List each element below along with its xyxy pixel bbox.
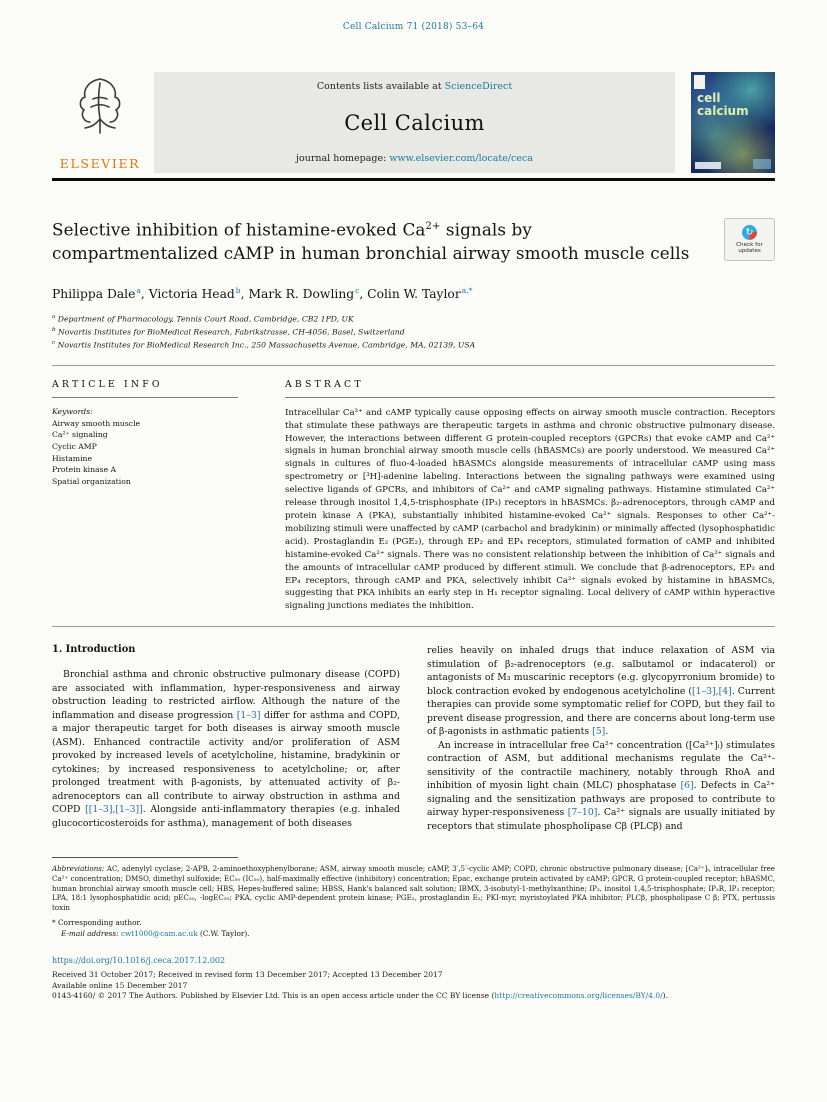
article-title-post: signals by compartmentalized cAMP in human bronchial airway smooth muscle cells — [52, 219, 690, 264]
copyright-close: ). — [662, 991, 668, 1000]
check-for-updates-badge[interactable] — [724, 218, 775, 261]
cover-elsevier-chip — [694, 75, 705, 89]
left-column — [52, 644, 400, 833]
elsevier-wordmark: ELSEVIER — [59, 156, 141, 171]
available-online: Available online 15 December 2017 — [52, 980, 188, 990]
keyword-item: Spatial organization — [52, 476, 131, 486]
info-abstract-section — [52, 366, 775, 614]
article-title-pre: Selective inhibition of histamine-evoked Ca — [52, 219, 426, 240]
elsevier-tree-icon — [71, 73, 129, 137]
abstract-heading: ABSTRACT — [285, 379, 775, 398]
crossmark-icon — [742, 225, 757, 240]
author: Philippa Dale$^a$ — [52, 285, 141, 301]
page-footer — [52, 956, 775, 1002]
author-superscript[interactable]: b — [235, 285, 241, 295]
affiliation-list — [52, 312, 775, 352]
intro-paragraph: relies heavily on inhaled drugs that induce relaxation of ASM via stimulation of β₂-adrenoceptors (e.g. salbutamol or indacaterol) or antagonists of M₃ muscarinic receptors (e.g. glycopyrronium bromide) to block contraction evoked by endogenous acetylcholine ([1–3],[4]. Current therapies can provide some symptomatic relief for COPD, but they fail to prevent disease progression, and there are concerns about long-term use of β-agonists in asthmatic patients [5]. — [427, 645, 775, 738]
author-superscript[interactable]: a,* — [461, 285, 473, 295]
intro-paragraph: Bronchial asthma and chronic obstructive pulmonary disease (COPD) are associated with inflammation, hyper-responsiveness and airway obstruction leading to restricted airflow. Although the nature of the inflammation and disease progression [1–3] differ for asthma and COPD, a major therapeutic target for both diseases is airway smooth muscle (ASM). Enhanced contractile activity and/or proliferation of ASM provoked by increased levels of acetylcholine, histamine, bradykinin or cytokines; by increased responsiveness to acetylcholine; or, after prolonged treatment with β-agonists, by attenuated activity of β₂-adrenoceptors can all contribute to airway obstruction in asthma and COPD [[1–3],[1–3]]. Alongside anti-inflammatory therapies (e.g. inhaled glucocorticosteroids for asthma), management of both diseases — [52, 669, 400, 829]
journal-title: Cell Calcium — [344, 110, 485, 135]
cover-title — [697, 92, 749, 118]
author: Colin W. Taylor$^{a,*}$ — [367, 285, 473, 301]
check-updates-label — [736, 242, 763, 255]
affiliation-line: $^c$ Novartis Institutes for BioMedical Research Inc., 250 Massachusetts Avenue, Cambridge, MA, 02139, USA — [52, 340, 476, 350]
introduction-section — [52, 644, 775, 833]
cover-footer-chip — [695, 162, 721, 169]
abbreviations-label: Abbreviations: — [52, 864, 105, 874]
contents-prefix: Contents lists available at — [316, 81, 442, 92]
affiliation-line: $^a$ Department of Pharmacology, Tennis Court Road, Cambridge, CB2 1PD, UK — [52, 313, 354, 324]
email-link[interactable]: cwt1000@cam.ac.uk — [120, 928, 198, 938]
elsevier-logo-block[interactable] — [52, 72, 148, 173]
journal-header — [52, 72, 775, 173]
author-separator: , — [359, 286, 368, 301]
article-info-section — [52, 366, 238, 614]
footnote-block — [52, 857, 775, 938]
contents-line — [317, 81, 512, 92]
keywords-label: Keywords: — [52, 406, 93, 416]
affiliation-line: $^b$ Novartis Institutes for BioMedical Research, Fabrikstrasse, CH-4056, Basel, Switzerland — [52, 327, 405, 337]
author-superscript[interactable]: a — [136, 285, 141, 295]
introduction-heading: 1. Introduction — [52, 644, 136, 656]
homepage-line — [296, 153, 533, 164]
homepage-prefix: journal homepage: — [296, 153, 387, 164]
copyright-text: 0143-4160/ © 2017 The Authors. Published by Elsevier Ltd. This is an open access article under the CC BY license ( — [52, 991, 495, 1000]
crossmark-arrow-glyph: ↻ — [745, 226, 754, 238]
license-link[interactable]: http://creativecommons.org/licenses/BY/4.0/ — [494, 991, 663, 1000]
keyword-item: Ca²⁺ signaling — [52, 430, 108, 440]
author: Victoria Head$^b$ — [148, 285, 241, 301]
author-separator: , — [240, 286, 249, 301]
keyword-item: Protein kinase A — [52, 465, 117, 475]
cover-title-line1: cell — [697, 91, 721, 105]
intro-paragraph: An increase in intracellular free Ca²⁺ concentration ([Ca²⁺]ᵢ) stimulates contraction of ASM, but additional mechanisms regulate the Ca²⁺-sensitivity of the contractile machinery, notably through RhoA and inhibition of myosin light chain (MLC) phosphatase [6]. Defects in Ca²⁺ signaling and the sensitization pathways are proposed to contribute to airway hyper-responsiveness [7–10]. Ca²⁺ signals are usually initiated by receptors that stimulate phospholipase Cβ (PLCβ) and — [427, 739, 776, 832]
abstract-section — [285, 366, 775, 614]
cover-title-line2: calcium — [697, 104, 749, 118]
right-column — [427, 644, 775, 833]
keyword-item: Cyclic AMP — [52, 441, 97, 451]
author-separator: , — [140, 286, 149, 301]
check-updates-line1: Check for — [736, 241, 763, 248]
abbreviations-text: AC, adenylyl cyclase; 2-APB, 2-aminoethoxyphenylborane; ASM, airway smooth muscle; cAMP, 3′,5′-cyclic AMP; COPD, chronic obstructive pulmonary disease; [Ca²⁺]ᵢ, intracellular free Ca²⁺ concentration; DMSO, dimethyl sulfoxide; EC₅₀ (IC₅₀), half-maximally effective (inhibitory) concentration; Epac, exchange protein activated by cAMP; GPCR, G protein-coupled receptor; hBASMC, human bronchial airway smooth muscle cell; HBS, Hepes-buffered saline; HBSS, Hank's balanced salt solution; IBMX, 3-isobutyl-1-methylxanthine; IP₃, inositol 1,4,5-trisphosphate; IP₃R, IP₃ receptor; LPA, 18:1 lysophosphatidic acid; pEC₅₀, -logEC₅₀; PKA, cyclic AMP-dependent protein kinase; PGE₂, prostaglandin E₂; PKI-myr, myristoylated PKA inhibitor; PLCβ, phospholipase C β; PTX, pertussis toxin — [52, 864, 775, 913]
journal-banner — [154, 72, 675, 173]
check-updates-line2: updates — [738, 248, 761, 254]
article-title-sup: 2+ — [425, 221, 441, 232]
corresponding-author-note: * Corresponding author. — [52, 917, 142, 927]
email-label: E-mail address: — [61, 928, 119, 938]
email-line — [52, 929, 775, 938]
abbreviations-note — [52, 864, 775, 913]
journal-cover[interactable] — [691, 72, 775, 173]
keyword-item: Airway smooth muscle — [52, 418, 141, 428]
journal-citation: Cell Calcium 71 (2018) 53–64 — [342, 22, 485, 32]
cover-footer-chip2 — [753, 159, 771, 169]
author-superscript[interactable]: c — [355, 285, 360, 295]
abstract-text: Intracellular Ca²⁺ and cAMP typically cause opposing effects on airway smooth muscle contraction. Receptors that stimulate these pathways are therapeutic targets in asthma and chronic obstructive pulmonary disease. However, the interactions between different G protein-coupled receptors (GPCRs) that evoke cAMP and Ca²⁺ signals in human bronchial airway smooth muscle cells (hBASMCs) are poorly understood. We measured Ca²⁺ signals in cultures of fluo-4-loaded hBASMCs alongside measurements of intracellular cAMP using mass spectrometry or [³H]-adenine labeling. Interactions between the signaling pathways were examined using selective ligands of GPCRs, and inhibitors of Ca²⁺ and cAMP signaling pathways. Histamine stimulated Ca²⁺ release through inositol 1,4,5-trisphosphate (IP₃) receptors in hBASMCs. β₂-adrenoceptors, through cAMP and protein kinase A (PKA), substantially inhibited histamine-evoked Ca²⁺ signals. Responses to other Ca²⁺-mobilizing stimuli were unaffected by cAMP (carbachol and bradykinin) or minimally affected (lysophosphatidic acid). Prostaglandin E₂ (PGE₂), through EP₂ and EP₄ receptors, stimulated formation of cAMP and inhibited histamine-evoked Ca²⁺ signals. There was no consistent relationship between the inhibition of Ca²⁺ signals and the amounts of intracellular cAMP produced by different stimuli. We conclude that β-adrenoceptors, EP₂ and EP₄ receptors, through cAMP and PKA, selectively inhibit Ca²⁺ signals evoked by histamine in hBASMCs, suggesting that PKA inhibits an early step in H₁ receptor signaling. Local delivery of cAMP within hyperactive signaling junctions mediates the inhibition. — [285, 407, 775, 612]
doi-link[interactable]: https://doi.org/10.1016/j.ceca.2017.12.002 — [52, 955, 226, 965]
title-row — [52, 215, 775, 266]
copyright-line — [52, 991, 775, 1001]
footnote-divider — [52, 857, 238, 858]
keyword-item: Histamine — [52, 453, 93, 463]
received-dates: Received 31 October 2017; Received in revised form 13 December 2017; Accepted 13 December 2017 — [52, 970, 443, 980]
author: Mark R. Dowling$^c$ — [248, 285, 360, 301]
section-divider — [52, 626, 775, 627]
article-info-heading: ARTICLE INFO — [52, 379, 238, 398]
email-owner: (C.W. Taylor). — [199, 928, 250, 938]
article-title — [52, 215, 724, 266]
author-list — [52, 286, 775, 301]
sciencedirect-link[interactable]: ScienceDirect — [444, 81, 513, 92]
header-rule — [52, 178, 775, 181]
homepage-link[interactable]: www.elsevier.com/locate/ceca — [389, 153, 533, 164]
